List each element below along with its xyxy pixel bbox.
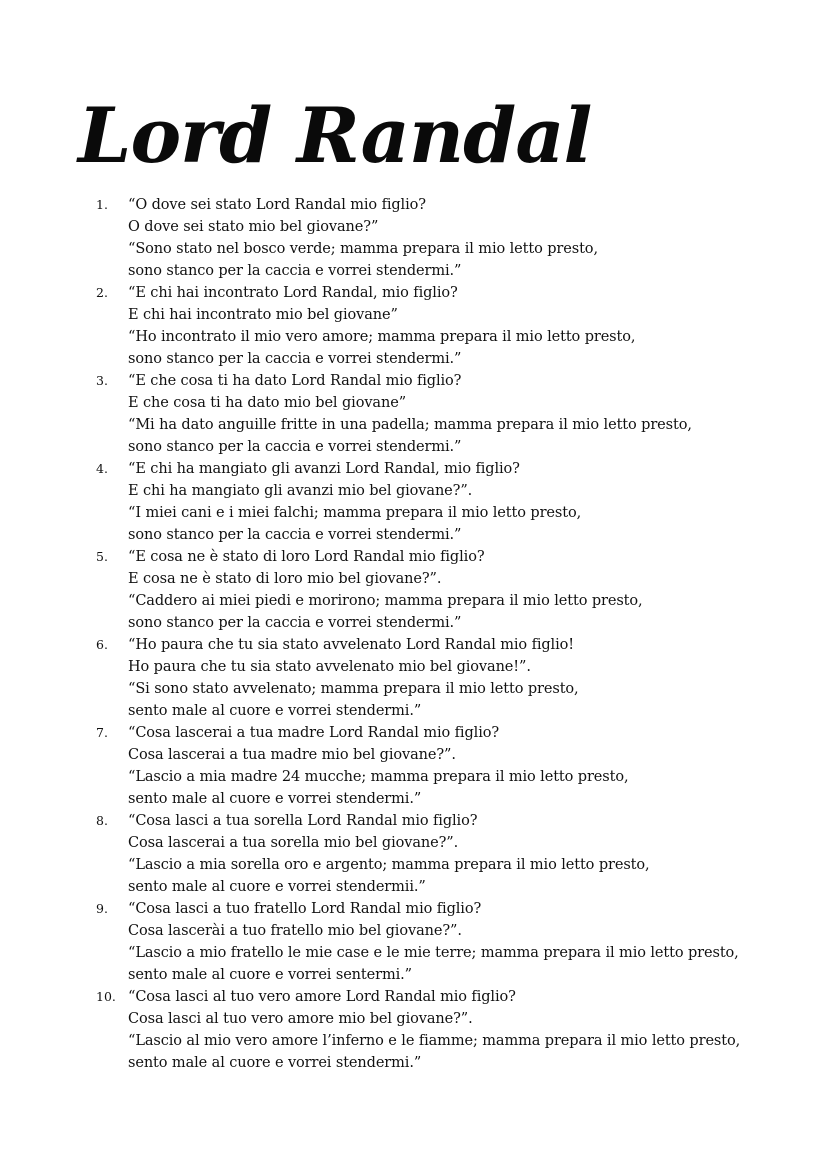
verse-line: “I miei cani e i miei falchi; mamma prepara il mio letto presto, bbox=[128, 505, 582, 521]
stanza-number: 1. bbox=[96, 197, 108, 212]
stanza-number: 6. bbox=[96, 637, 108, 652]
verse-line: “E cosa ne è stato di loro Lord Randal mio figlio? bbox=[128, 549, 485, 565]
verse-line: “E chi ha mangiato gli avanzi Lord Randal, mio figlio? bbox=[128, 461, 520, 477]
verse-line: “Si sono stato avvelenato; mamma prepara il mio letto presto, bbox=[128, 681, 579, 697]
stanza bbox=[96, 546, 796, 634]
verse-line: “Cosa lasci al tuo vero amore Lord Randal mio figlio? bbox=[128, 989, 516, 1005]
verse-line: “Cosa lasci a tuo fratello Lord Randal mio figlio? bbox=[128, 901, 482, 917]
stanza bbox=[96, 370, 796, 458]
verse-line: “Lascio a mio fratello le mie case e le mie terre; mamma prepara il mio letto presto, bbox=[128, 945, 739, 961]
stanza-number: 3. bbox=[96, 373, 108, 388]
stanza-number: 10. bbox=[96, 989, 116, 1004]
stanza bbox=[96, 898, 796, 986]
verse-line: Ho paura che tu sia stato avvelenato mio bel giovane!”. bbox=[128, 659, 531, 675]
stanza bbox=[96, 194, 796, 282]
verse-line: Cosa lascerai a tua madre mio bel giovane?”. bbox=[128, 747, 456, 763]
stanza bbox=[96, 634, 796, 722]
verse-line: sento male al cuore e vorrei stendermi.” bbox=[128, 791, 422, 807]
page-title: Lord Randal bbox=[78, 91, 592, 180]
verse-line: sento male al cuore e vorrei stendermii.” bbox=[128, 879, 426, 895]
verse-line: “Ho incontrato il mio vero amore; mamma prepara il mio letto presto, bbox=[128, 329, 636, 345]
verse-line: Cosa lascerài a tuo fratello mio bel giovane?”. bbox=[128, 923, 462, 939]
stanza-list bbox=[96, 194, 796, 1074]
stanza-number: 9. bbox=[96, 901, 108, 916]
verse-line: “E che cosa ti ha dato Lord Randal mio figlio? bbox=[128, 373, 462, 389]
stanza-number: 4. bbox=[96, 461, 108, 476]
verse-line: sono stanco per la caccia e vorrei stendermi.” bbox=[128, 439, 462, 455]
stanza-number: 7. bbox=[96, 725, 108, 740]
verse-line: sento male al cuore e vorrei stendermi.” bbox=[128, 1055, 422, 1071]
verse-line: “Lascio a mia madre 24 mucche; mamma prepara il mio letto presto, bbox=[128, 769, 629, 785]
verse-line: O dove sei stato mio bel giovane?” bbox=[128, 219, 379, 235]
verse-line: E cosa ne è stato di loro mio bel giovane?”. bbox=[128, 571, 442, 587]
verse-line: sono stanco per la caccia e vorrei stendermi.” bbox=[128, 263, 462, 279]
verse-line: E che cosa ti ha dato mio bel giovane” bbox=[128, 395, 407, 411]
stanza-number: 8. bbox=[96, 813, 108, 828]
verse-line: Cosa lasci al tuo vero amore mio bel giovane?”. bbox=[128, 1011, 473, 1027]
verse-line: “Cosa lascerai a tua madre Lord Randal mio figlio? bbox=[128, 725, 500, 741]
verse-line: E chi ha mangiato gli avanzi mio bel giovane?”. bbox=[128, 483, 473, 499]
verse-line: “Lascio a mia sorella oro e argento; mamma prepara il mio letto presto, bbox=[128, 857, 650, 873]
verse-line: “Caddero ai miei piedi e morirono; mamma prepara il mio letto presto, bbox=[128, 593, 643, 609]
verse-line: “Mi ha dato anguille fritte in una padella; mamma prepara il mio letto presto, bbox=[128, 417, 692, 433]
stanza bbox=[96, 986, 796, 1074]
verse-line: “Lascio al mio vero amore l’inferno e le fiamme; mamma prepara il mio letto presto, bbox=[128, 1033, 741, 1049]
verse-line: Cosa lascerai a tua sorella mio bel giovane?”. bbox=[128, 835, 459, 851]
verse-line: sento male al cuore e vorrei sentermi.” bbox=[128, 967, 412, 983]
verse-line: sono stanco per la caccia e vorrei stendermi.” bbox=[128, 527, 462, 543]
verse-line: “E chi hai incontrato Lord Randal, mio figlio? bbox=[128, 285, 458, 301]
verse-line: sento male al cuore e vorrei stendermi.” bbox=[128, 703, 422, 719]
verse-line: “O dove sei stato Lord Randal mio figlio? bbox=[128, 197, 426, 213]
stanza-number: 2. bbox=[96, 285, 108, 300]
stanza-number: 5. bbox=[96, 549, 108, 564]
stanza bbox=[96, 282, 796, 370]
stanza bbox=[96, 458, 796, 546]
verse-line: sono stanco per la caccia e vorrei stendermi.” bbox=[128, 615, 462, 631]
verse-line: “Ho paura che tu sia stato avvelenato Lord Randal mio figlio! bbox=[128, 637, 574, 653]
stanza bbox=[96, 722, 796, 810]
verse-line: E chi hai incontrato mio bel giovane” bbox=[128, 307, 398, 323]
stanza bbox=[96, 810, 796, 898]
verse-line: sono stanco per la caccia e vorrei stendermi.” bbox=[128, 351, 462, 367]
verse-line: “Cosa lasci a tua sorella Lord Randal mio figlio? bbox=[128, 813, 478, 829]
verse-line: “Sono stato nel bosco verde; mamma prepara il mio letto presto, bbox=[128, 241, 598, 257]
